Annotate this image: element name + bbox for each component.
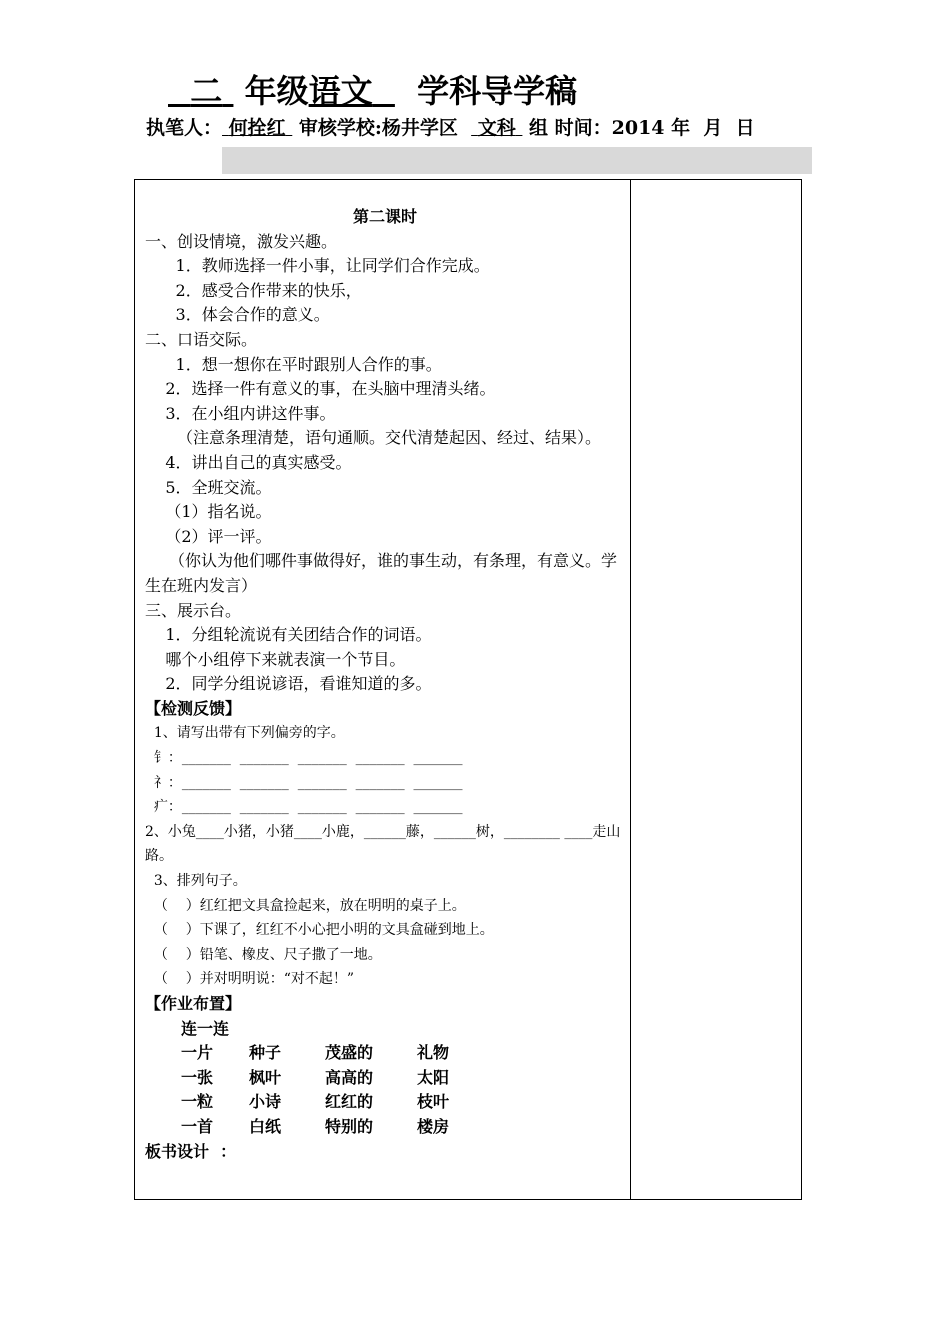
matching-word: 小诗: [249, 1092, 282, 1112]
matching-word: 种子: [249, 1043, 282, 1063]
grade: 二: [190, 72, 223, 110]
matching-exercise: [145, 1041, 625, 1139]
section-2-item: 3．在小组内讲这件事。: [145, 403, 336, 423]
section-3-item: 2．同学分组说谚语，看谁知道的多。: [145, 674, 432, 694]
matching-row: [145, 1115, 625, 1140]
section-2-item: 5．全班交流。: [145, 477, 272, 497]
matching-row: [145, 1066, 625, 1091]
matching-word: 礼物: [417, 1043, 450, 1063]
order-item: （ ）并对明明说：“对不起！”: [145, 971, 355, 988]
order-item: （ ）铅笔、橡皮、尺子撒了一地。: [145, 946, 382, 963]
matching-row: [145, 1090, 625, 1115]
section-2-note: （你认为他们哪件事做得好，谁的事生动，有条理，有意义。学生在班内发言）: [145, 551, 618, 595]
feedback-q3: 3、排列句子。: [145, 873, 247, 890]
document-meta: 执笔人： 何拴红 审核学校:杨井学区 文科 组 时间：2014 年 月 日: [146, 117, 755, 139]
section-2-item: 2．选择一件有意义的事，在头脑中理清头绪。: [145, 379, 496, 399]
matching-word: 特别的: [325, 1116, 374, 1136]
feedback-heading: 【检测反馈】: [145, 698, 242, 718]
matching-row: [145, 1041, 625, 1066]
table-divider: [630, 179, 631, 1200]
matching-word: 红红的: [325, 1092, 374, 1112]
radical-row: 疒：_______ _______ _______ _______ _______: [145, 799, 463, 816]
section-3-item: 哪个小组停下来就表演一个节目。: [145, 649, 406, 669]
order-item: （ ）下课了，红红不小心把小明的文具盒碰到地上。: [145, 922, 494, 939]
feedback-q2: 2、小兔____小猪，小猪____小鹿，______藤，______树，________ ____走山路。: [145, 823, 621, 865]
matching-word: 茂盛的: [325, 1043, 374, 1063]
section-3-item: 1．分组轮流说有关团结合作的词语。: [145, 625, 432, 645]
section-3: 三、展示台。: [145, 600, 242, 620]
lesson-title: 第二课时: [352, 207, 417, 226]
feedback-q1: 1、请写出带有下列偏旁的字。: [145, 725, 345, 742]
homework-sub: 连一连: [181, 1018, 230, 1038]
matching-word: 一张: [181, 1067, 214, 1087]
section-1-item: 1．教师选择一件小事，让同学们合作完成。: [145, 256, 490, 276]
section-1-item: 3．体会合作的意义。: [145, 305, 330, 325]
matching-word: 白纸: [249, 1116, 282, 1136]
subject: 语文: [308, 72, 373, 110]
lesson-content: [145, 205, 625, 1164]
radical-row: 礻：_______ _______ _______ _______ _______: [145, 774, 463, 791]
group: 文科: [477, 117, 516, 139]
matching-word: 楼房: [417, 1116, 450, 1136]
matching-word: 枫叶: [249, 1067, 282, 1087]
radical-row: 钅：_______ _______ _______ _______ _______: [145, 750, 463, 767]
order-item: （ ）红红把文具盒捡起来，放在明明的桌子上。: [145, 897, 466, 914]
author: 何拴红: [228, 117, 286, 139]
matching-word: 一首: [181, 1116, 214, 1136]
section-2-sub: （2）评一评。: [145, 526, 272, 546]
matching-word: 高高的: [325, 1067, 374, 1087]
document-title: 二 年级语文 学科导学稿: [168, 66, 577, 112]
section-2-item: 4．讲出自己的真实感受。: [145, 452, 352, 472]
section-2: 二、口语交际。: [145, 329, 258, 349]
section-2-note: （注意条理清楚，语句通顺。交代清楚起因、经过、结果）。: [177, 428, 602, 448]
section-1-item: 2．感受合作带来的快乐，: [145, 280, 362, 300]
header-bar: [222, 147, 812, 174]
section-2-sub: （1）指名说。: [145, 502, 272, 522]
matching-word: 太阳: [417, 1067, 450, 1087]
matching-word: 枝叶: [417, 1092, 450, 1112]
matching-word: 一粒: [181, 1092, 214, 1112]
homework-heading: 【作业布置】: [145, 994, 242, 1013]
section-1: 一、创设情境，激发兴趣。: [145, 231, 338, 251]
section-2-item: 1．想一想你在平时跟别人合作的事。: [145, 354, 442, 374]
matching-word: 一片: [181, 1043, 214, 1063]
board-design: 板书设计 ：: [145, 1141, 237, 1161]
